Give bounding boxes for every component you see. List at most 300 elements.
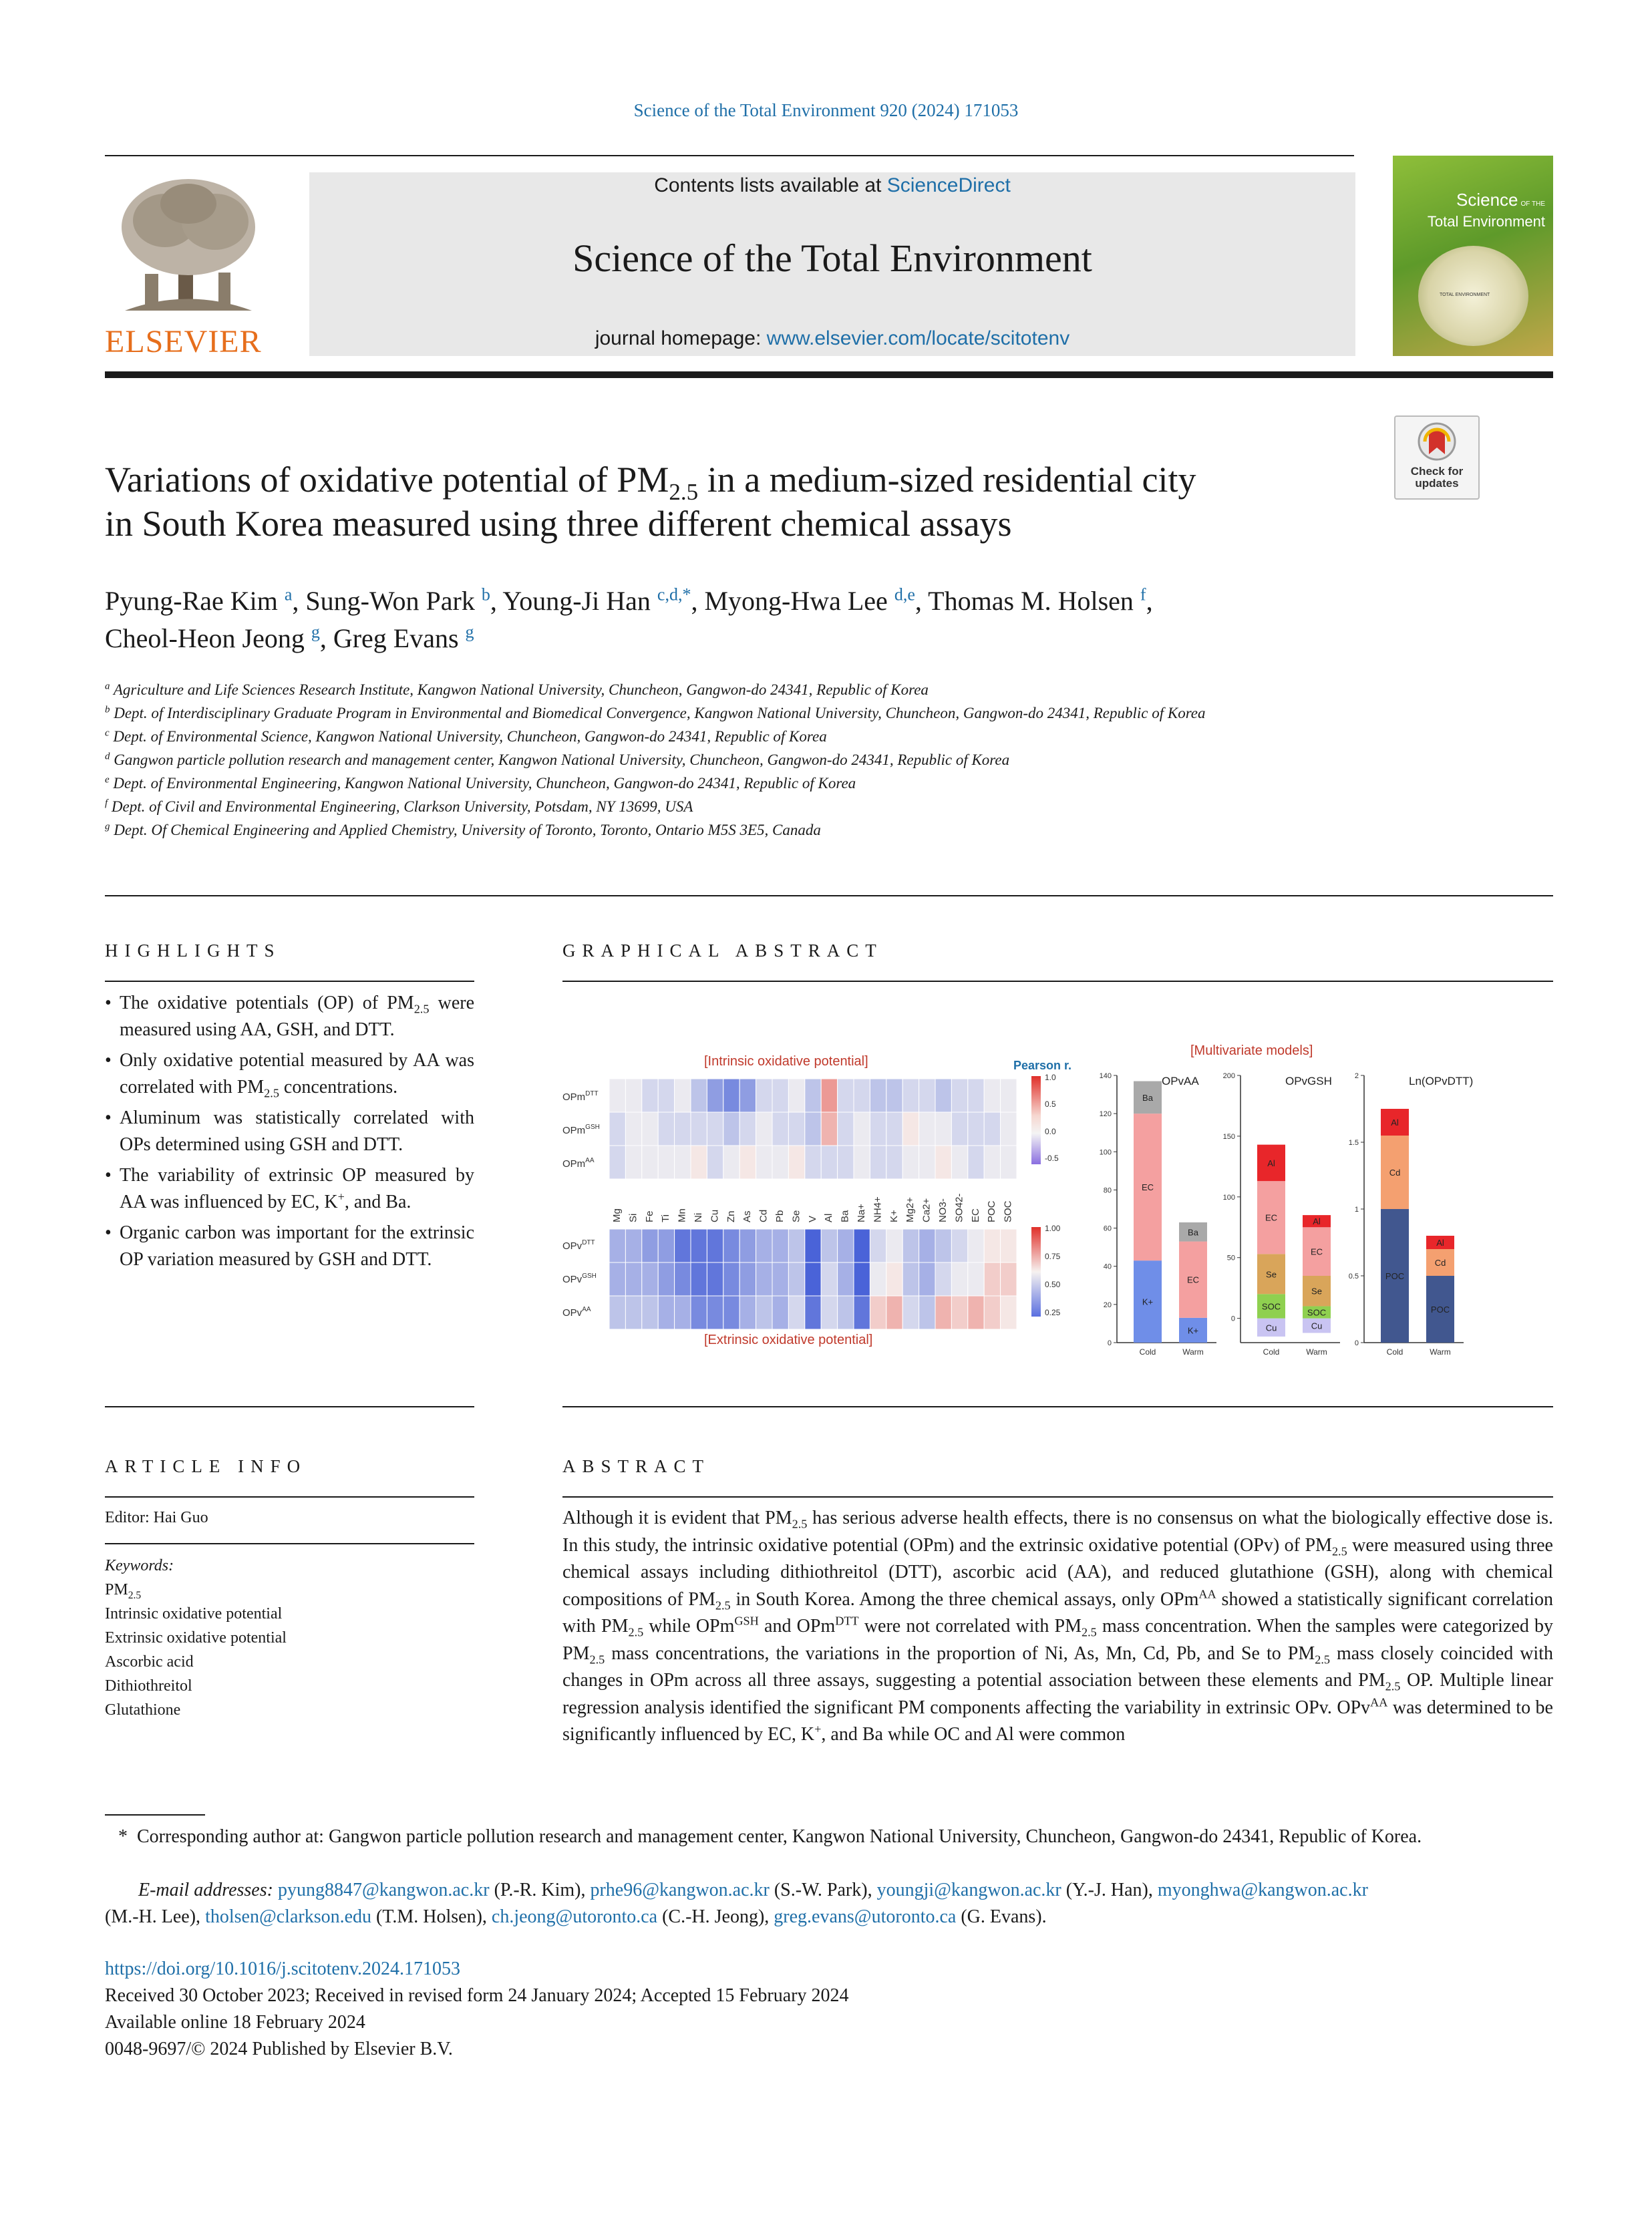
- heatmap-cell: [854, 1146, 870, 1179]
- heatmap-cell: [886, 1146, 902, 1179]
- axis-tick-label: 2: [1354, 1072, 1359, 1080]
- bar-segment-label: Cd: [1434, 1258, 1446, 1268]
- heat-column-label: Mg2+: [904, 1197, 917, 1222]
- heatmap-cell: [854, 1112, 870, 1146]
- abstract-text: Although it is evident that $PM_{2.5}$ has serious adverse health effects, there is no consensus on what the biologically effective dose is. In this study, the intrinsic oxidative potential (OPm) and the extrinsic oxidative potential (OPv) of $PM_{2.5}$ were measured using three chemical assays including dithiothreitol (DTT), ascorbic acid (AA), and reduced glutathione (GSH), along with chemical compositions of $PM_{2.5}$ in South Korea. Among the three chemical assays, only OPm$^{AA}$ showed a statistically significant correlation with $PM_{2.5}$ while OPm$^{GSH}$ and OPm$^{DTT}$ were not correlated with $PM_{2.5}$ mass concentration. When the samples were categorized by $PM_{2.5}$ mass concentrations, the variations in the proportion of Ni, As, Mn, Cd, Pb, and Se to $PM_{2.5}$ mass closely coincided with changes in OPm across all three assays, suggesting a potential association between these elements and $PM_{2.5}$ OP. Multiple linear regression analysis identified the significant PM components affecting the variability in extrinsic OPv. OPv$^{AA}$ was determined to be significantly influenced by EC, K+, and Ba while OC and Al were common: [562, 1508, 1554, 1745]
- keyword: Ascorbic acid: [105, 1653, 194, 1671]
- abstract-heading: ABSTRACT: [562, 1456, 711, 1476]
- email-link[interactable]: pyung8847@kangwon.ac.kr: [277, 1880, 490, 1900]
- author[interactable]: Young-Ji Han $^{c,d,*}$,: [502, 584, 705, 616]
- heatmap-cell: [691, 1296, 707, 1329]
- bar-category-label: Warm: [1306, 1347, 1327, 1357]
- journal-title: Science of the Total Environment: [572, 236, 1092, 280]
- cover-title-1: Science: [1456, 190, 1518, 210]
- bar-segment-label: Al: [1313, 1216, 1321, 1227]
- heatmap-cell: [984, 1079, 1000, 1112]
- axis-tick-label: 200: [1222, 1072, 1235, 1080]
- heat-column-label: Na+: [856, 1204, 867, 1222]
- heatmap-cell: [658, 1112, 674, 1146]
- email-link[interactable]: prhe96@kangwon.ac.kr: [590, 1880, 770, 1900]
- bar-segment-label: Se: [1266, 1269, 1277, 1280]
- heatmap-cell: [935, 1112, 951, 1146]
- heatmap-cell: [935, 1146, 951, 1179]
- axis-tick-label: 150: [1222, 1132, 1235, 1141]
- heatmap-cell: [886, 1296, 902, 1329]
- bar-segment-label: Al: [1436, 1238, 1444, 1248]
- heatmap-cell: [870, 1112, 886, 1146]
- heatmap-cell: [788, 1146, 804, 1179]
- heatmap-cell: [821, 1112, 837, 1146]
- axis-tick-label: 100: [1099, 1148, 1112, 1157]
- heat-row-label: OPm$^{AA}$: [562, 1157, 595, 1170]
- heatmap-cell: [838, 1229, 854, 1262]
- author[interactable]: Cheol-Heon Jeong $^g$,: [105, 622, 333, 653]
- heatmap-cell: [902, 1229, 919, 1262]
- axis-tick-label: 140: [1099, 1072, 1112, 1080]
- publisher-name: ELSEVIER: [105, 324, 262, 359]
- heatmap-cell: [821, 1146, 837, 1179]
- heatmap-cell: [642, 1296, 658, 1329]
- check-updates-label: Check for updates: [1410, 465, 1464, 490]
- author[interactable]: Sung-Won Park $^b$,: [305, 584, 503, 616]
- heatmap-cell: [902, 1296, 919, 1329]
- heatmap-cell: [723, 1079, 739, 1112]
- heatmap-cell: [821, 1229, 837, 1262]
- elsevier-tree-icon: [105, 174, 272, 317]
- contents-line: Contents lists available at ScienceDirect: [654, 174, 1011, 196]
- keywords: [105, 1554, 474, 1722]
- journal-banner: [309, 172, 1355, 356]
- heatmap-cell: [984, 1262, 1000, 1296]
- journal-reference[interactable]: Science of the Total Environment 920 (2024) 171053: [633, 100, 1019, 120]
- bar-chart-title: OPvGSH: [1285, 1075, 1332, 1087]
- heatmap-cell: [838, 1079, 854, 1112]
- heat-column-label: Al: [823, 1213, 835, 1222]
- heatmap-cell: [902, 1112, 919, 1146]
- heatmap-cell: [805, 1146, 821, 1179]
- homepage-link[interactable]: www.elsevier.com/locate/scitotenv: [766, 327, 1070, 349]
- keywords-label: Keywords:: [105, 1557, 174, 1574]
- heatmap-cell: [968, 1112, 984, 1146]
- heat-column-label: V: [806, 1215, 818, 1222]
- heatmap-cell: [902, 1262, 919, 1296]
- heatmap-cell: [951, 1146, 967, 1179]
- heat-row-label: OPm$^{DTT}$: [562, 1090, 599, 1103]
- heatmap-cell: [984, 1112, 1000, 1146]
- heatmap-cell: [739, 1146, 756, 1179]
- email-link[interactable]: tholsen@clarkson.edu: [205, 1906, 372, 1927]
- heatmap-cell: [951, 1229, 967, 1262]
- cover-title-2: Total Environment: [1427, 213, 1545, 230]
- heatmap-cell: [902, 1146, 919, 1179]
- scale-tick: 0.75: [1045, 1252, 1061, 1261]
- bar-category-label: Warm: [1182, 1347, 1204, 1357]
- graphical-abstract-figure: [562, 1025, 1474, 1373]
- heat-row-label: OPv$^{AA}$: [562, 1306, 591, 1319]
- bar-segment-label: Al: [1391, 1118, 1399, 1128]
- bar-chart-title: OPvAA: [1162, 1075, 1199, 1087]
- axis-tick-label: 0: [1354, 1339, 1359, 1347]
- heatmap-cell: [642, 1229, 658, 1262]
- heatmap-cell: [854, 1296, 870, 1329]
- heatmap-cell: [625, 1146, 641, 1179]
- heat-column-label: Fe: [643, 1210, 655, 1222]
- heatmap-cell: [821, 1079, 837, 1112]
- heatmap-cell: [968, 1262, 984, 1296]
- heatmap-cell: [756, 1079, 772, 1112]
- heatmap-cell: [788, 1079, 804, 1112]
- heatmap-cell: [658, 1296, 674, 1329]
- heatmap-cell: [821, 1296, 837, 1329]
- cover-small-text: TOTAL ENVIRONMENT: [1440, 293, 1490, 297]
- heatmap-cell: [707, 1112, 723, 1146]
- bar-segment-label: SOC: [1261, 1301, 1281, 1312]
- heatmap-cell: [902, 1079, 919, 1112]
- heat-column-label: Cd: [758, 1209, 770, 1222]
- heatmap-cell: [1001, 1079, 1017, 1112]
- editor: Editor: Hai Guo: [105, 1509, 208, 1526]
- axis-tick-label: 1.5: [1348, 1139, 1359, 1147]
- scale-tick: -0.5: [1045, 1154, 1059, 1163]
- heatmap-cell: [854, 1229, 870, 1262]
- heatmap-cell: [968, 1229, 984, 1262]
- email-link[interactable]: ch.jeong@utoronto.ca: [491, 1906, 658, 1927]
- heat-column-label: POC: [986, 1200, 998, 1222]
- heatmap-cell: [609, 1146, 625, 1179]
- axis-tick-label: 20: [1103, 1301, 1112, 1309]
- affiliations: [105, 678, 1354, 842]
- heatmap-cell: [788, 1262, 804, 1296]
- heatmap-cell: [838, 1262, 854, 1296]
- heat-column-label: Ca2+: [921, 1198, 933, 1222]
- heatmap-cell: [919, 1079, 935, 1112]
- heatmap-cell: [691, 1146, 707, 1179]
- scale-tick: 0.50: [1045, 1280, 1061, 1289]
- axis-tick-label: 0.5: [1348, 1272, 1359, 1281]
- heatmap-cell: [642, 1146, 658, 1179]
- heatmap-cell: [919, 1262, 935, 1296]
- heatmap-cell: [739, 1262, 756, 1296]
- affiliation: $^c$ Dept. of Environmental Science, Kangwon National University, Chuncheon, Gangwon-do 24341, Republic of Korea: [105, 727, 827, 745]
- heatmap-cell: [707, 1146, 723, 1179]
- heatmap-cell: [756, 1146, 772, 1179]
- scale-tick: 0.5: [1045, 1099, 1056, 1109]
- heat-column-label: Cu: [709, 1209, 721, 1222]
- bar-segment-label: Ba: [1142, 1092, 1153, 1103]
- heatmap-cell: [951, 1262, 967, 1296]
- bar-segment-label: POC: [1430, 1305, 1450, 1315]
- heatmap-cell: [609, 1229, 625, 1262]
- heatmap-cell: [984, 1229, 1000, 1262]
- homepage-line: journal homepage: www.elsevier.com/locate/scitotenv: [595, 327, 1070, 349]
- bar-segment-label: Al: [1267, 1158, 1275, 1168]
- email-link[interactable]: greg.evans@utoronto.ca: [774, 1906, 957, 1927]
- heatmap-cell: [968, 1296, 984, 1329]
- bar-segment-label: EC: [1310, 1246, 1323, 1257]
- heatmap-cell: [675, 1146, 691, 1179]
- bar-category-label: Cold: [1386, 1347, 1403, 1357]
- heatmap-cell: [609, 1296, 625, 1329]
- bar-segment-label: Ba: [1188, 1227, 1198, 1238]
- heatmap-cell: [968, 1079, 984, 1112]
- affiliation: $^e$ Dept. of Environmental Engineering, Kangwon National University, Chuncheon, Gangwon-do 24341, Republic of Korea: [105, 774, 856, 792]
- heatmap-cell: [675, 1229, 691, 1262]
- heatmap-cell: [723, 1229, 739, 1262]
- scale-tick: 0.0: [1045, 1127, 1056, 1136]
- heatmap-cell: [723, 1296, 739, 1329]
- bar-segment-label: K+: [1187, 1325, 1199, 1336]
- heatmap-cell: [935, 1229, 951, 1262]
- email-link[interactable]: myonghwa@kangwon.ac.kr: [1157, 1880, 1368, 1900]
- bar-segment-label: Cu: [1311, 1321, 1323, 1331]
- highlight-item: • Organic carbon was important for the extrinsic OP variation measured by GSH and DTT.: [105, 1220, 474, 1273]
- heatmap-cell: [772, 1296, 788, 1329]
- axis-tick-label: 60: [1103, 1224, 1112, 1233]
- heat-row-label: OPv$^{GSH}$: [562, 1272, 597, 1285]
- heatmap-cell: [658, 1229, 674, 1262]
- keyword: Dithiothreitol: [105, 1677, 192, 1695]
- heatmap-cell: [691, 1112, 707, 1146]
- heatmap-cell: [625, 1079, 641, 1112]
- heatmap-cell: [675, 1262, 691, 1296]
- corresponding-author-note: * Corresponding author at: Gangwon particle pollution research and management center, Kangwon National University, Chuncheon, Gangwon-do 24341, Republic of Korea.: [118, 1826, 1422, 1847]
- affiliation: $^g$ Dept. Of Chemical Engineering and Applied Chemistry, University of Toronto, Toronto, Ontario M5S 3E5, Canada: [105, 821, 821, 838]
- highlight-item: • Only oxidative potential measured by AA was correlated with $PM_{2.5}$ concentrations.: [105, 1047, 474, 1101]
- doi-link[interactable]: https://doi.org/10.1016/j.scitotenv.2024.171053: [105, 1958, 460, 1979]
- heatmap-cell: [788, 1112, 804, 1146]
- heatmap-cell: [609, 1079, 625, 1112]
- graphical-abstract-heading: GRAPHICAL ABSTRACT: [562, 941, 883, 961]
- keyword: Extrinsic oxidative potential: [105, 1629, 287, 1647]
- heatmap-cell: [805, 1296, 821, 1329]
- check-for-updates-button[interactable]: [1394, 415, 1480, 500]
- axis-tick-label: 120: [1099, 1110, 1112, 1119]
- keyword: Intrinsic oxidative potential: [105, 1605, 283, 1623]
- heatmap-cell: [691, 1262, 707, 1296]
- heatmap-cell: [854, 1079, 870, 1112]
- heatmap-cell: [723, 1262, 739, 1296]
- available-online: Available online 18 February 2024: [105, 2012, 365, 2033]
- heat-column-label: SOC: [1002, 1200, 1014, 1222]
- author[interactable]: Myong-Hwa Lee $^{d,e}$,: [704, 584, 929, 616]
- heatmap-cell: [821, 1262, 837, 1296]
- heatmap-cell: [984, 1296, 1000, 1329]
- intrinsic-label: [Intrinsic oxidative potential]: [704, 1054, 868, 1069]
- heatmap-cell: [870, 1146, 886, 1179]
- heatmap-cell: [951, 1296, 967, 1329]
- elsevier-logo: [105, 174, 272, 361]
- highlights: [105, 990, 474, 1277]
- heatmap-cell: [968, 1146, 984, 1179]
- heatmap-cell: [642, 1079, 658, 1112]
- keyword: $PM_{2.5}$: [105, 1581, 142, 1601]
- multivariate-label: [Multivariate models]: [1190, 1043, 1313, 1058]
- heatmap-cell: [625, 1229, 641, 1262]
- heatmap-cell: [870, 1229, 886, 1262]
- heat-row-label: OPm$^{GSH}$: [562, 1124, 600, 1136]
- heatmap-cell: [838, 1296, 854, 1329]
- heatmap-cell: [772, 1229, 788, 1262]
- bar-segment-label: Cd: [1389, 1168, 1401, 1178]
- heat-column-label: Ba: [839, 1210, 851, 1222]
- heatmap-cell: [675, 1079, 691, 1112]
- heatmap-cell: [772, 1112, 788, 1146]
- bar-segment-label: SOC: [1307, 1307, 1327, 1318]
- heatmap-cell: [772, 1079, 788, 1112]
- heatmap-cell: [707, 1229, 723, 1262]
- bar-segment-label: EC: [1141, 1182, 1154, 1193]
- axis-tick-label: 100: [1222, 1193, 1235, 1202]
- bar-chart-title: Ln(OPvDTT): [1409, 1075, 1474, 1087]
- heatmap-cell: [935, 1079, 951, 1112]
- axis-tick-label: 1: [1354, 1206, 1359, 1214]
- heatmap-cell: [642, 1112, 658, 1146]
- heatmap-cell: [675, 1296, 691, 1329]
- heatmap-cell: [723, 1146, 739, 1179]
- bar-category-label: Warm: [1430, 1347, 1451, 1357]
- heat-column-label: NO3-: [937, 1198, 949, 1222]
- keyword: Glutathione: [105, 1701, 181, 1719]
- color-scale-top: [1031, 1076, 1041, 1164]
- check-updates-icon: [1416, 421, 1458, 462]
- author[interactable]: Thomas M. Holsen $^f$,: [928, 584, 1153, 616]
- heatmap-cell: [886, 1079, 902, 1112]
- heat-column-label: Pb: [774, 1210, 786, 1222]
- pearson-label: Pearson r.: [1013, 1059, 1072, 1072]
- heatmap-cell: [1001, 1296, 1017, 1329]
- heatmap-cell: [788, 1229, 804, 1262]
- heatmap-cell: [919, 1229, 935, 1262]
- axis-tick-label: 40: [1103, 1262, 1112, 1271]
- heatmap-cell: [756, 1229, 772, 1262]
- axis-tick-label: 50: [1226, 1254, 1235, 1262]
- heat-column-label: Mn: [676, 1208, 688, 1222]
- heatmap-cell: [805, 1079, 821, 1112]
- heat-column-label: Si: [627, 1213, 639, 1222]
- heatmap-cell: [739, 1296, 756, 1329]
- heatmap-cell: [854, 1262, 870, 1296]
- heatmap-cell: [1001, 1262, 1017, 1296]
- highlight-item: • The variability of extrinsic OP measured by AA was influenced by EC, K+, and Ba.: [105, 1162, 474, 1216]
- heatmap-cell: [756, 1112, 772, 1146]
- author[interactable]: Greg Evans $^g$: [333, 622, 474, 653]
- heat-column-label: EC: [969, 1208, 981, 1222]
- axis-tick-label: 0: [1230, 1315, 1235, 1323]
- article-info-heading: ARTICLE INFO: [105, 1456, 307, 1476]
- heatmap-cell: [772, 1262, 788, 1296]
- heatmap-cell: [870, 1262, 886, 1296]
- highlight-item: • Aluminum was statistically correlated with OPs determined using GSH and DTT.: [105, 1105, 474, 1158]
- heatmap-cell: [1001, 1112, 1017, 1146]
- heatmap-cell: [951, 1112, 967, 1146]
- heatmap-cell: [642, 1262, 658, 1296]
- heatmap-cell: [756, 1262, 772, 1296]
- heatmap-cell: [805, 1229, 821, 1262]
- heatmap-cell: [739, 1112, 756, 1146]
- bar-category-label: Cold: [1139, 1347, 1156, 1357]
- issn-copyright: 0048-9697/© 2024 Published by Elsevier B.V.: [105, 2039, 453, 2059]
- heatmap-cell: [935, 1296, 951, 1329]
- publication-info: [105, 1956, 1553, 2063]
- heatmap-cell: [870, 1296, 886, 1329]
- heatmap-cell: [609, 1112, 625, 1146]
- heat-column-label: Mg: [611, 1208, 623, 1222]
- heatmap-cell: [886, 1112, 902, 1146]
- scale-tick: 1.0: [1045, 1073, 1056, 1082]
- affiliation: $^f$ Dept. of Civil and Environmental Engineering, Clarkson University, Potsdam, NY 13699, USA: [105, 798, 693, 815]
- heatmap-cell: [919, 1112, 935, 1146]
- heat-column-label: K+: [888, 1210, 900, 1222]
- heatmap-cell: [625, 1262, 641, 1296]
- heatmap-cell: [691, 1079, 707, 1112]
- heatmap-cell: [805, 1262, 821, 1296]
- heat-column-label: Se: [790, 1210, 802, 1222]
- heatmap-cell: [886, 1262, 902, 1296]
- scale-tick: 1.00: [1045, 1224, 1061, 1233]
- heatmap-cell: [723, 1112, 739, 1146]
- heatmap-cell: [707, 1079, 723, 1112]
- heat-column-label: Ni: [693, 1212, 704, 1222]
- heatmap-cell: [788, 1296, 804, 1329]
- sciencedirect-link[interactable]: ScienceDirect: [886, 174, 1011, 196]
- heatmap-cell: [675, 1112, 691, 1146]
- author-list: [105, 582, 1374, 657]
- heatmap-cell: [1001, 1146, 1017, 1179]
- affiliation: $^d$ Gangwon particle pollution research and management center, Kangwon National University, Chuncheon, Gangwon-do 24341, Republic of Korea: [105, 751, 1010, 768]
- bar-segment-label: Se: [1311, 1286, 1322, 1297]
- heatmap-cell: [658, 1079, 674, 1112]
- article-title: Variations of oxidative potential of $PM_{2.5}$ in a medium-sized residential city in South Korea measured using three different chemical assays: [105, 460, 1196, 544]
- heatmap-cell: [935, 1262, 951, 1296]
- heatmap-cell: [838, 1146, 854, 1179]
- heatmap-cell: [772, 1146, 788, 1179]
- affiliation: $^b$ Dept. of Interdisciplinary Graduate Program in Environmental and Biomedical Convergence, Kangwon National University, Chuncheon, Gangwon-do 24341, Republic of Korea: [105, 704, 1206, 721]
- scale-tick: 0.25: [1045, 1308, 1061, 1317]
- heatmap-cell: [838, 1112, 854, 1146]
- highlights-heading: HIGHLIGHTS: [105, 941, 281, 961]
- heatmap-cell: [625, 1296, 641, 1329]
- heatmap-cell: [707, 1262, 723, 1296]
- bar-segment-label: K+: [1142, 1297, 1154, 1307]
- heatmap-cell: [919, 1146, 935, 1179]
- heatmap-cell: [984, 1146, 1000, 1179]
- heatmap-cell: [609, 1262, 625, 1296]
- bar-segment-label: POC: [1385, 1271, 1405, 1281]
- heat-column-label: As: [741, 1210, 754, 1222]
- heat-column-label: Ti: [660, 1214, 672, 1222]
- heatmap-cell: [625, 1112, 641, 1146]
- axis-tick-label: 80: [1103, 1186, 1112, 1195]
- heatmap-cell: [707, 1296, 723, 1329]
- heatmap-cell: [756, 1296, 772, 1329]
- heatmap-cell: [805, 1112, 821, 1146]
- bar-segment-label: EC: [1265, 1212, 1278, 1223]
- journal-cover[interactable]: [1393, 156, 1553, 356]
- cover-of: OF THE: [1520, 200, 1545, 208]
- graphical-abstract-svg: [562, 1025, 1474, 1373]
- heatmap-cell: [870, 1079, 886, 1112]
- affiliation: $^a$ Agriculture and Life Sciences Research Institute, Kangwon National University, Chuncheon, Gangwon-do 24341, Republic of Korea: [105, 681, 929, 698]
- author[interactable]: Pyung-Rae Kim $^a$,: [105, 584, 306, 616]
- highlight-item: • The oxidative potentials (OP) of $PM_{2.5}$ were measured using AA, GSH, and DTT.: [105, 990, 474, 1043]
- heatmap-cell: [739, 1079, 756, 1112]
- heat-column-label: Zn: [725, 1210, 737, 1222]
- heatmap-cell: [886, 1229, 902, 1262]
- email-link[interactable]: youngji@kangwon.ac.kr: [876, 1880, 1061, 1900]
- received-dates: Received 30 October 2023; Received in revised form 24 January 2024; Accepted 15 February 2024: [105, 1985, 849, 2006]
- extrinsic-label: [Extrinsic oxidative potential]: [704, 1333, 873, 1347]
- heatmap-cell: [951, 1079, 967, 1112]
